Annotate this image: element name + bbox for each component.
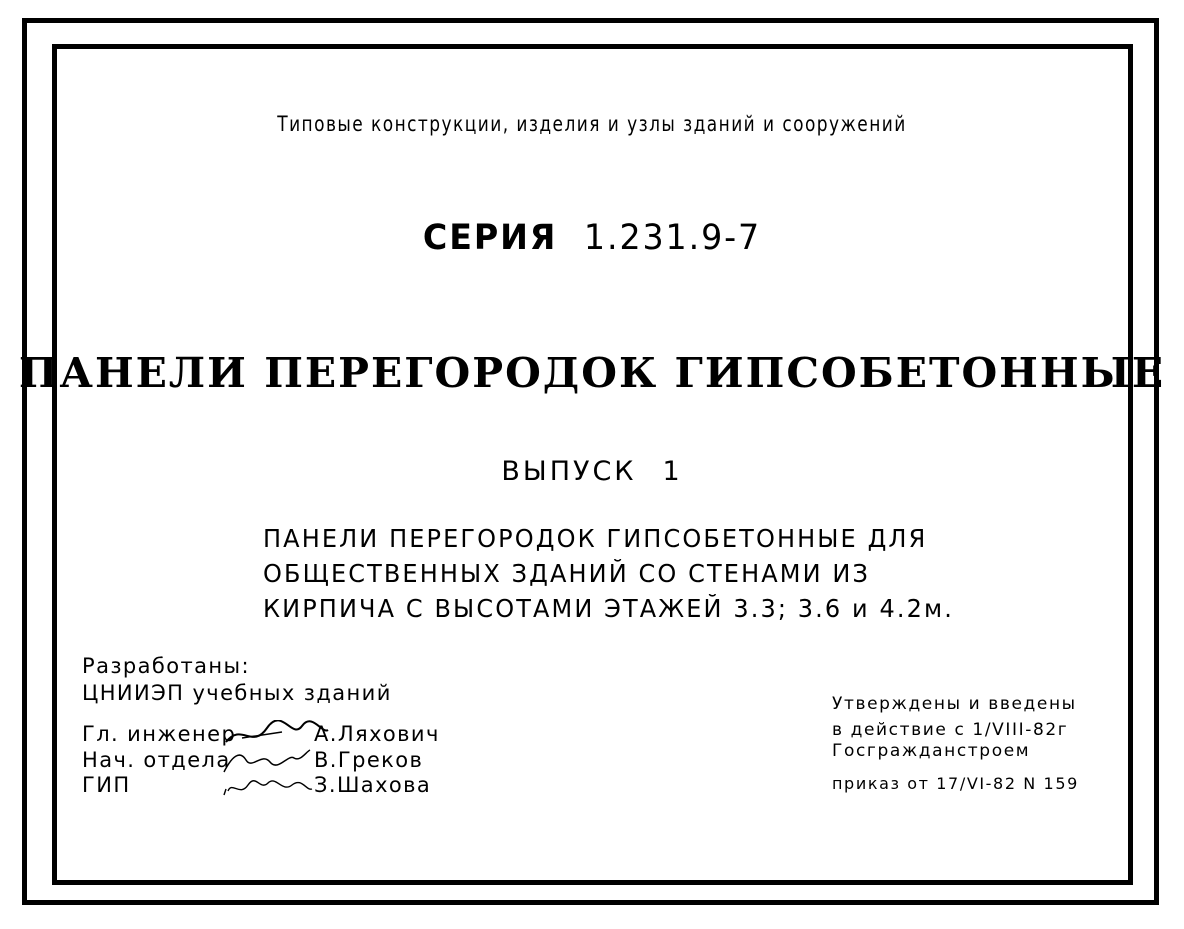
series-label: СЕРИЯ (422, 218, 558, 258)
staff-row (82, 773, 432, 797)
subtitle-line-1: ПАНЕЛИ ПЕРЕГОРОДОК ГИПСОБЕТОННЫЕ ДЛЯ (263, 524, 928, 553)
signature-icon (222, 771, 314, 799)
staff-row (82, 722, 440, 746)
subtitle-line-3: КИРПИЧА С ВЫСОТАМИ ЭТАЖЕЙ 3.3; 3.6 и 4.2м. (263, 594, 954, 623)
approval-line-1: Утверждены и введены (832, 694, 1077, 714)
issue-number: 1 (662, 456, 683, 487)
series-number: 1.231.9-7 (583, 218, 762, 258)
subtitle-line-2: ОБЩЕСТВЕННЫХ ЗДАНИЙ СО СТЕНАМИ ИЗ (263, 559, 870, 588)
issue-label: ВЫПУСК (501, 456, 637, 487)
staff-name: В.Греков (314, 748, 424, 772)
series-title (30, 218, 1155, 258)
issue-line (0, 458, 1184, 485)
staff-row (82, 748, 424, 772)
signature-icon (222, 746, 312, 774)
developer-org: ЦНИИЭП учебных зданий (82, 681, 392, 705)
approval-line-3: Госгражданстроем (832, 741, 1031, 761)
document-title: ПАНЕЛИ ПЕРЕГОРОДОК ГИПСОБЕТОННЫЕ (18, 349, 1166, 397)
staff-name: З.Шахова (314, 773, 432, 797)
approval-line-4: приказ от 17/VI-82 N 159 (832, 774, 1079, 793)
category-header: Типовые конструкции, изделия и узлы зданий и сооружений (277, 112, 907, 136)
staff-name: А.Ляхович (314, 722, 440, 746)
approval-line-2: в действие с 1/VIII-82г (832, 720, 1069, 740)
developer-label: Разработаны: (82, 654, 250, 678)
staff-role: Гл. инженер (82, 722, 237, 746)
staff-role: ГИП (82, 773, 131, 797)
staff-role: Нач. отдела (82, 748, 231, 772)
